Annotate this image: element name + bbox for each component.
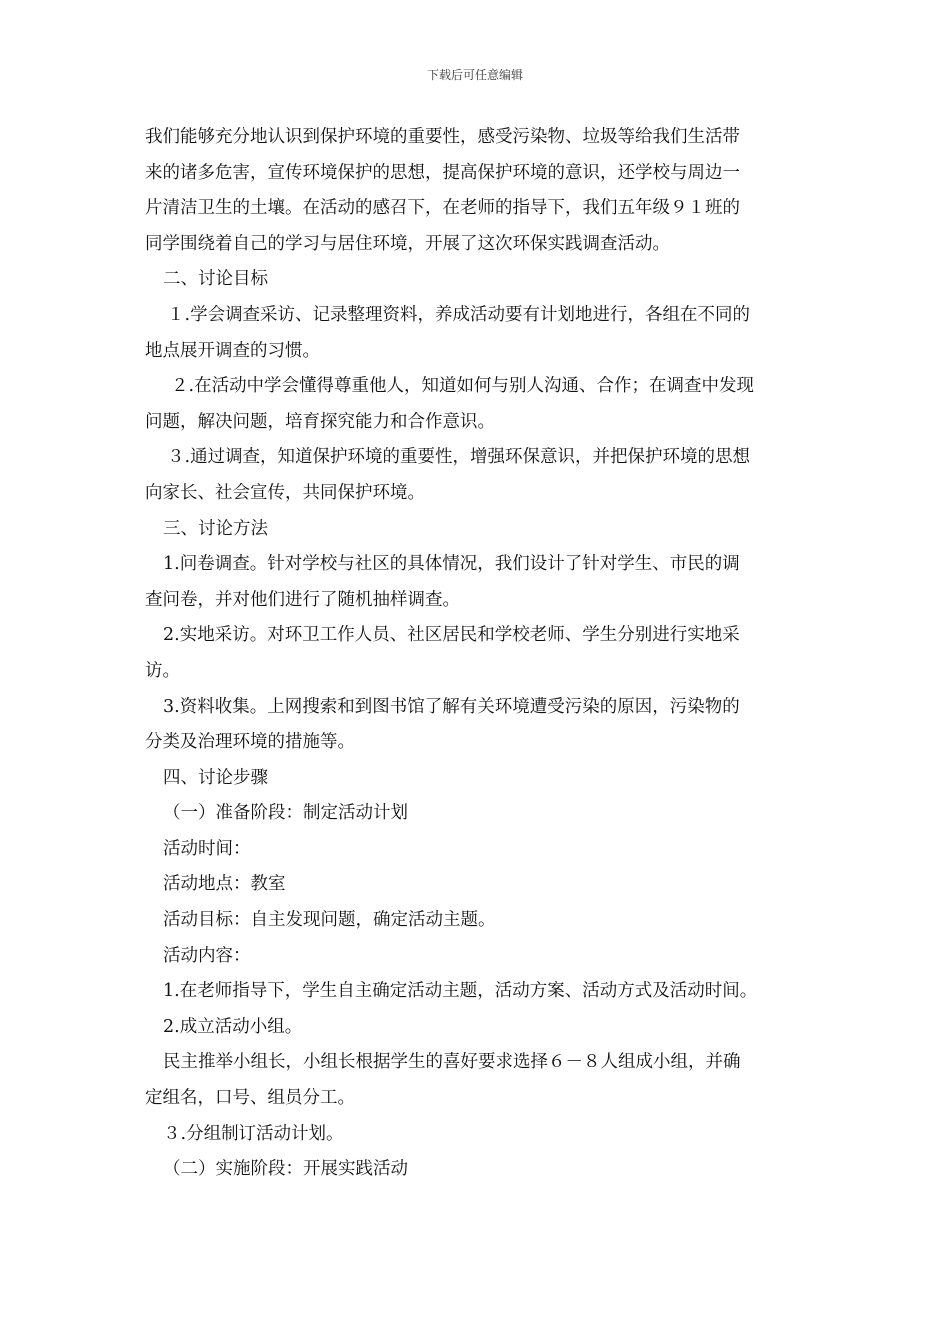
- text-line: 2.实地采访。对环卫工作人员、社区居民和学校老师、学生分别进行实地采: [163, 625, 740, 646]
- section-heading-methods: 三、讨论方法: [163, 518, 268, 539]
- text-line: 同学围绕着自己的学习与居住环境，开展了这次环保实践调查活动。: [145, 233, 670, 254]
- page-header: 下载后可任意编辑: [426, 68, 523, 82]
- method-item-1: [145, 547, 807, 618]
- text-line: 3.资料收集。上网搜索和到图书馆了解有关环境遭受污染的原因，污染物的: [163, 696, 740, 717]
- goal-item-2: [145, 369, 807, 440]
- content-item-2: 2.成立活动小组。: [163, 1016, 303, 1037]
- document-body: [145, 120, 807, 1188]
- text-line: 查问卷，并对他们进行了随机抽样调查。: [145, 589, 460, 610]
- text-line: ２.在活动中学会懂得尊重他人，知道如何与别人沟通、合作；在调查中发现: [171, 376, 755, 397]
- activity-place: 活动地点：教室: [163, 874, 286, 895]
- goal-item-3: [145, 440, 807, 511]
- goal-item-1: [145, 298, 807, 369]
- text-line: ３.通过调查，知道保护环境的重要性，增强环保意识，并把保护环境的思想: [167, 447, 751, 468]
- method-item-3: [145, 690, 807, 761]
- intro-paragraph: [145, 120, 807, 262]
- text-line: 向家长、社会宣传，共同保护环境。: [145, 482, 425, 503]
- text-line: １.学会调查采访、记录整理资料，养成活动要有计划地进行，各组在不同的: [167, 304, 751, 325]
- section-heading-steps: 四、讨论步骤: [163, 767, 268, 788]
- text-line: 民主推举小组长，小组长根据学生的喜好要求选择６－８人组成小组，并确: [163, 1052, 741, 1073]
- activity-time: 活动时间：: [163, 838, 251, 859]
- stage-heading-implementation: （二）实施阶段：开展实践活动: [163, 1159, 408, 1180]
- content-item-1: 1.在老师指导下，学生自主确定活动主题，活动方案、活动方式及活动时间。: [163, 981, 758, 1002]
- section-heading-goals: 二、讨论目标: [163, 269, 268, 290]
- method-item-2: [145, 618, 807, 689]
- text-line: 来的诸多危害，宣传环境保护的思想，提高保护环境的意识，还学校与周边一: [145, 162, 740, 183]
- stage-heading-preparation: （一）准备阶段：制定活动计划: [163, 803, 408, 824]
- text-line: 地点展开调查的习惯。: [145, 340, 320, 361]
- text-line: 我们能够充分地认识到保护环境的重要性，感受污染物、垃圾等给我们生活带: [145, 127, 740, 147]
- text-line: 问题，解决问题，培育探究能力和合作意识。: [145, 411, 495, 432]
- content-item-3: ３.分组制订活动计划。: [163, 1123, 344, 1144]
- text-line: 片清洁卫生的土壤。在活动的感召下，在老师的指导下，我们五年级９１班的: [145, 198, 740, 219]
- activity-content: 活动内容：: [163, 945, 251, 966]
- text-line: 分类及治理环境的措施等。: [145, 732, 355, 753]
- text-line: 访。: [145, 660, 180, 681]
- text-line: 1.问卷调查。针对学校与社区的具体情况，我们设计了针对学生、市民的调: [163, 554, 740, 575]
- text-line: 定组名，口号、组员分工。: [145, 1088, 355, 1109]
- activity-goal: 活动目标：自主发现问题，确定活动主题。: [163, 910, 496, 931]
- group-paragraph: [145, 1045, 807, 1116]
